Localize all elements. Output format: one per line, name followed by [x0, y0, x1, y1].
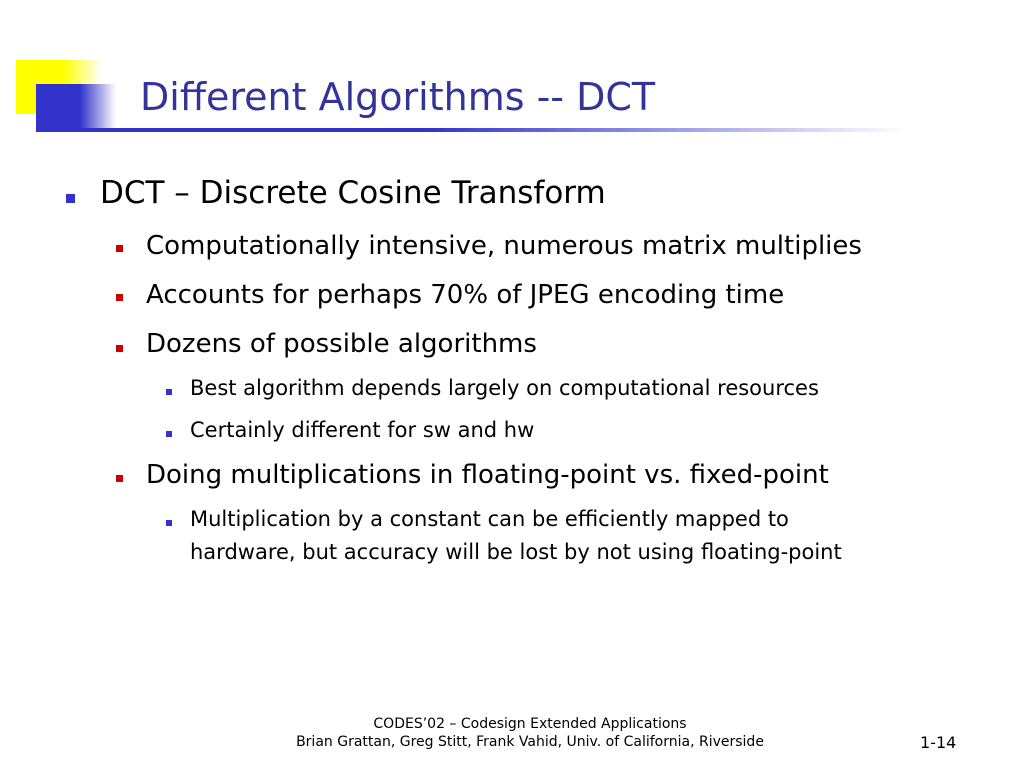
bullet-item: Certainly different for sw and hw — [190, 418, 535, 442]
page-number: 1-14 — [920, 733, 957, 752]
bullet-item: DCT – Discrete Cosine Transform — [100, 175, 606, 211]
bullet-square-icon — [116, 294, 123, 301]
bullet-square-icon — [116, 245, 123, 252]
footer-authors: Brian Grattan, Greg Stitt, Frank Vahid, Univ. of California, Riverside — [296, 734, 764, 750]
title-underline — [36, 128, 906, 132]
bullet-square-icon — [166, 520, 172, 526]
bullet-square-icon — [116, 345, 123, 352]
bullet-item: Doing multiplications in floating-point vs. fixed-point — [146, 460, 829, 490]
bullet-item: Best algorithm depends largely on computational resources — [190, 376, 819, 400]
slide-footer — [240, 715, 820, 751]
bullet-item: Multiplication by a constant can be efficiently mapped to — [190, 507, 789, 531]
bullet-square-icon — [166, 431, 172, 437]
bullet-item: Dozens of possible algorithms — [146, 329, 537, 359]
bullet-square-icon — [166, 389, 172, 395]
footer-conference: CODES’02 – Codesign Extended Applications — [373, 716, 687, 732]
title-decoration-blue — [36, 84, 116, 132]
bullet-square-icon — [116, 475, 123, 482]
bullet-item: Computationally intensive, numerous matrix multiplies — [146, 231, 862, 261]
bullet-item-continuation: hardware, but accuracy will be lost by not using floating-point — [190, 540, 842, 564]
slide-title: Different Algorithms -- DCT — [140, 75, 656, 119]
bullet-item: Accounts for perhaps 70% of JPEG encoding time — [146, 280, 785, 310]
bullet-square-icon — [66, 194, 75, 203]
